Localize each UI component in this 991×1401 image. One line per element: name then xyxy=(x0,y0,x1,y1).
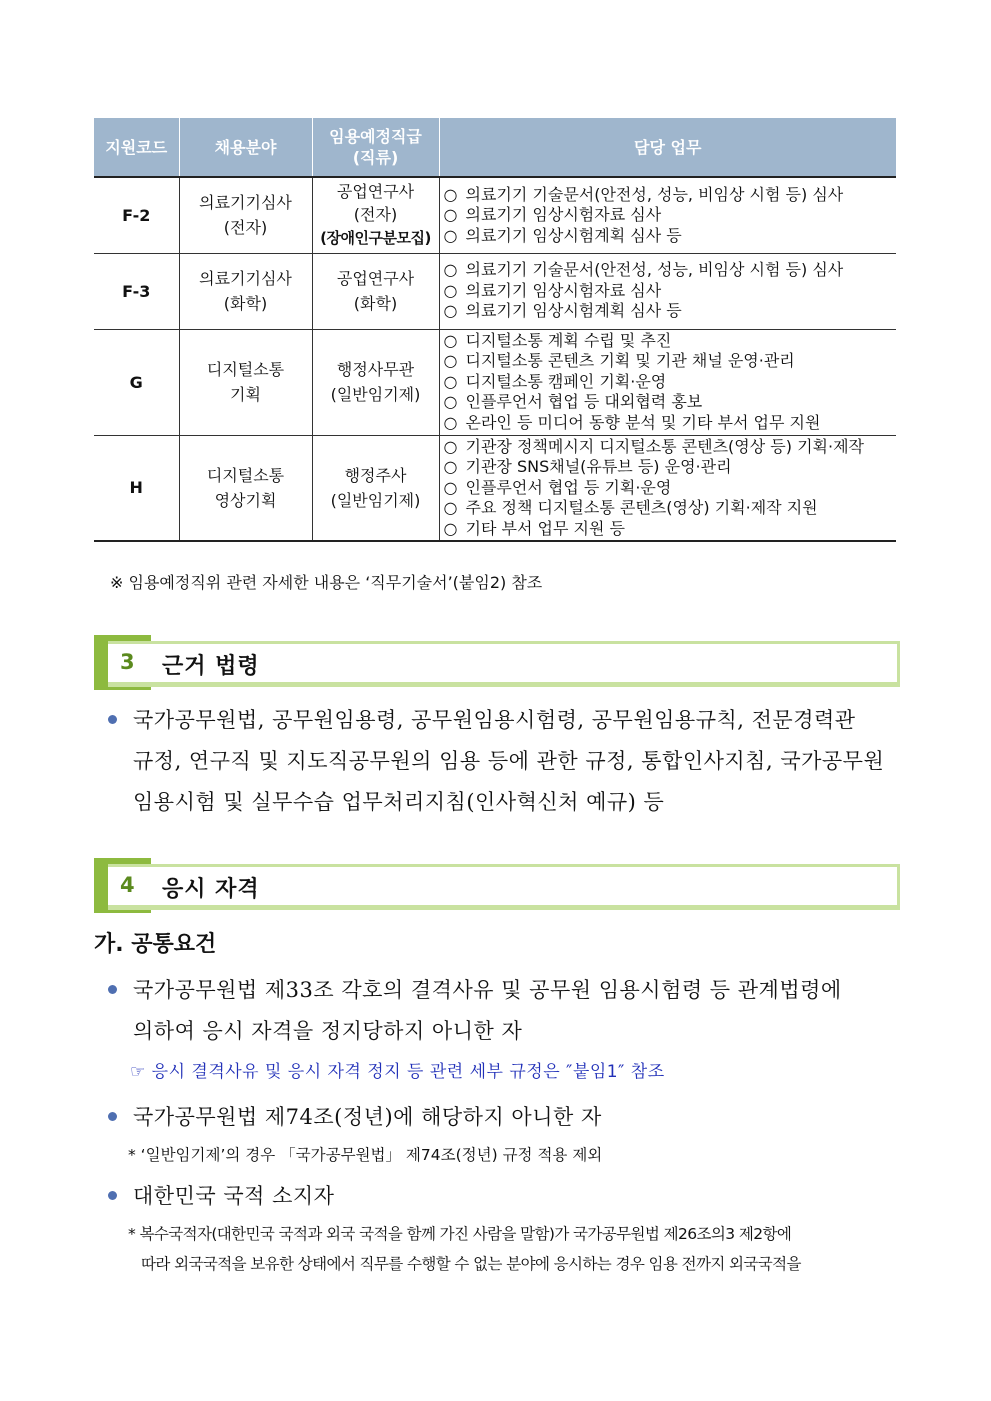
table-row xyxy=(94,177,896,253)
row-grade: 행정주사 (일반임기제) xyxy=(312,435,439,541)
paragraph-line: 규정, 연구직 및 지도직공무원의 임용 등에 관한 규정, 통합인사지침, 국가공무원 xyxy=(133,749,885,773)
row-duties: ○ 의료기기 기술문서(안전성, 성능, 비임상 시험 등) 심사 ○ 의료기기 임상시험자료 심사 ○ 의료기기 임상시험계획 심사 등 xyxy=(439,177,896,253)
row-field: 의료기기심사 (화학) xyxy=(179,253,312,329)
row-code: H xyxy=(94,435,179,541)
requirement-1 xyxy=(108,970,898,1052)
header-field: 채용분야 xyxy=(179,118,312,177)
section-heading-3 xyxy=(94,635,900,690)
paragraph-line: 대한민국 국적 소지자 xyxy=(133,1184,335,1208)
header-code: 지원코드 xyxy=(94,118,179,177)
subheading: 가. 공통요건 xyxy=(94,932,217,957)
table-row xyxy=(94,253,896,329)
row-grade: 공업연구사 (화학) xyxy=(312,253,439,329)
note-line: 따라 외국국적을 보유한 상태에서 직무를 수행할 수 없는 분야에 응시하는 경우 임용 전까지 외국국적을 xyxy=(141,1255,801,1273)
row-duties: ○ 의료기기 기술문서(안전성, 성능, 비임상 시험 등) 심사 ○ 의료기기 임상시험자료 심사 ○ 의료기기 임상시험계획 심사 등 xyxy=(439,253,896,329)
row-field: 디지털소통 영상기획 xyxy=(179,435,312,541)
row-grade: 행정사무관 (일반임기제) xyxy=(312,329,439,435)
section-title: 근거 법령 xyxy=(162,654,260,679)
header-duty: 담당 업무 xyxy=(439,118,896,177)
section-number: 3 xyxy=(120,650,135,674)
row-field: 디지털소통 기획 xyxy=(179,329,312,435)
row-duties: ○ 디지털소통 계획 수립 및 추진 ○ 디지털소통 콘텐츠 기획 및 기관 채널 운영·관리 ○ 디지털소통 캠페인 기획·운영 ○ 인플루언서 협업 등 대외협력 홍보 ○ 온라인 등 미디어 동향 분석 및 기타 부서 업무 지원 xyxy=(439,329,896,435)
paragraph-line: 임용시험 및 실무수습 업무처리지침(인사혁신처 예규) 등 xyxy=(133,790,665,814)
row-duties: ○ 기관장 정책메시지 디지털소통 콘텐츠(영상 등) 기획·제작 ○ 기관장 SNS채널(유튜브 등) 운영·관리 ○ 인플루언서 협업 등 기획·운영 ○ 주요 정책 디지털소통 콘텐츠(영상) 기획·제작 지원 ○ 기타 부서 업무 지원 등 xyxy=(439,435,896,541)
paragraph-line: 국가공무원법 제33조 각호의 결격사유 및 공무원 임용시험령 등 관계법령에 xyxy=(133,978,842,1002)
requirement-3 xyxy=(108,1176,898,1217)
row-grade: 공업연구사 (전자) (장애인구분모집) xyxy=(312,177,439,253)
note-line: * 복수국적자(대한민국 국적과 외국 국적을 함께 가진 사람을 말함)가 국가공무원법 제26조의3 제2항에 xyxy=(128,1225,792,1243)
paragraph-line: 국가공무원법, 공무원임용령, 공무원임용시험령, 공무원임용규칙, 전문경력관 xyxy=(133,708,856,732)
bullet-dot xyxy=(108,715,117,724)
paragraph-line: 의하여 응시 자격을 정지당하지 아니한 자 xyxy=(133,1019,523,1043)
row-code: F-2 xyxy=(94,177,179,253)
bullet-dot xyxy=(108,985,117,994)
bullet-dot xyxy=(108,1191,117,1200)
table-header-row xyxy=(94,118,896,177)
bullet-dot xyxy=(108,1112,117,1121)
table-row xyxy=(94,435,896,541)
row-code: G xyxy=(94,329,179,435)
requirement-1-reference: ☞ 응시 결격사유 및 응시 자격 정지 등 관련 세부 규정은 ″붙임1″ 참조 xyxy=(130,1062,665,1082)
requirement-2-note: * ‘일반임기제’의 경우 「국가공무원법」 제74조(정년) 규정 적용 제외 xyxy=(128,1146,603,1164)
recruitment-table xyxy=(94,118,896,542)
header-grade: 임용예정직급 (직류) xyxy=(312,118,439,177)
table-row xyxy=(94,329,896,435)
laws-paragraph xyxy=(108,700,898,823)
section-number: 4 xyxy=(120,873,135,897)
table-note: ※ 임용예정직위 관련 자세한 내용은 ‘직무기술서’(붙임2) 참조 xyxy=(110,573,543,592)
paragraph-line: 국가공무원법 제74조(정년)에 해당하지 아니한 자 xyxy=(133,1105,602,1129)
grade-note: (장애인구분모집) xyxy=(320,229,431,248)
row-field: 의료기기심사 (전자) xyxy=(179,177,312,253)
requirement-2 xyxy=(108,1097,898,1138)
section-title: 응시 자격 xyxy=(162,877,260,902)
row-code: F-3 xyxy=(94,253,179,329)
section-heading-4 xyxy=(94,858,900,913)
requirement-3-note xyxy=(128,1219,898,1279)
